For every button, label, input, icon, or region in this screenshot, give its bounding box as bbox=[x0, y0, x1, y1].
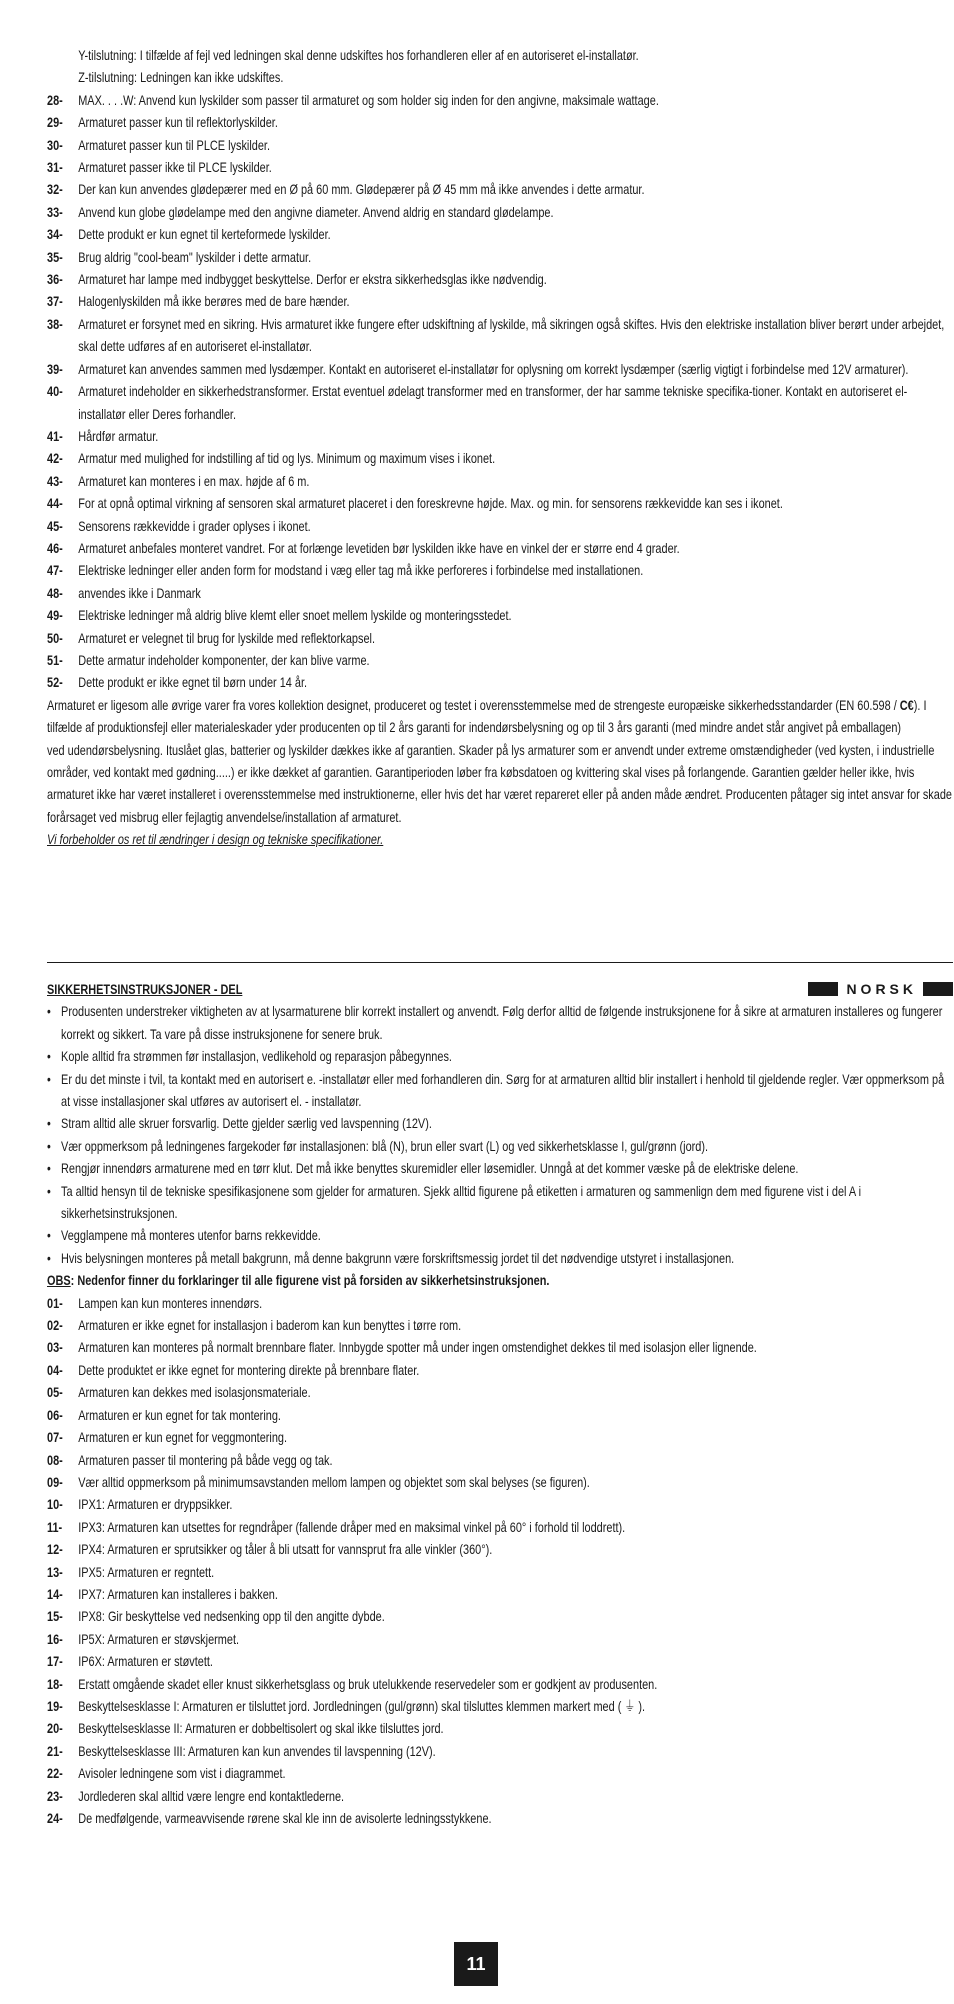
danish-section bbox=[47, 44, 953, 851]
item-number: 21- bbox=[47, 1742, 63, 1759]
bullet-dot-icon: • bbox=[47, 1003, 51, 1020]
bullet-item bbox=[47, 1247, 953, 1269]
item-number: 37- bbox=[47, 293, 63, 310]
list-item bbox=[47, 1314, 953, 1336]
item-number: 13- bbox=[47, 1563, 63, 1580]
list-item bbox=[47, 89, 953, 111]
item-text: Armaturet passer ikke til PLCE lyskilder. bbox=[78, 159, 272, 176]
item-text: MAX. . . .W: Anvend kun lyskilder som passer til armaturet og som holder sig inden for den angivne, maksimale wattage. bbox=[78, 91, 659, 108]
item-text: Lampen kan kun monteres innendørs. bbox=[78, 1294, 263, 1311]
norwegian-section bbox=[47, 978, 953, 1829]
item-number: 31- bbox=[47, 159, 63, 176]
item-number: 14- bbox=[47, 1585, 63, 1602]
list-item bbox=[47, 627, 953, 649]
bullet-text: Vegglampene må monteres utenfor barns rekkevidde. bbox=[61, 1227, 321, 1244]
item-text: Armaturen passer til montering på både vegg og tak. bbox=[78, 1451, 333, 1468]
item-number: 43- bbox=[47, 472, 63, 489]
list-item bbox=[47, 1762, 953, 1784]
item-number: 30- bbox=[47, 136, 63, 153]
item-text: Erstatt omgående skadet eller knust sikkerhetsglass og bruk utelukkende reservedeler som er godkjent av produsenten. bbox=[78, 1675, 658, 1692]
obs-note: OBS: Nedenfor finner du forklaringer til alle figurene vist på forsiden av sikkerhetsinstruksjonen. bbox=[47, 1272, 550, 1289]
item-number: 33- bbox=[47, 203, 63, 220]
item-text: Armaturet anbefales monteret vandret. For at forlænge levetiden bør lyskilden ikke have en vinkel der er større end 4 grader. bbox=[78, 539, 680, 556]
item-number: 01- bbox=[47, 1294, 63, 1311]
disclaimer: Vi forbeholder os ret til ændringer i design og tekniske specifikationer. bbox=[47, 831, 384, 848]
item-text: Armaturen er kun egnet for tak montering. bbox=[78, 1406, 281, 1423]
language-label: NORSK bbox=[846, 981, 917, 997]
bullet-item bbox=[47, 1112, 953, 1134]
header-spacer bbox=[47, 978, 953, 1000]
list-item bbox=[47, 1381, 953, 1403]
list-item bbox=[47, 290, 953, 312]
item-text: Armaturen er kun egnet for veggmontering. bbox=[78, 1429, 288, 1446]
item-text: Armaturen kan dekkes med isolasjonsmateriale. bbox=[78, 1384, 311, 1401]
ce-mark-icon: C€ bbox=[899, 696, 914, 713]
item-number: 38- bbox=[47, 315, 63, 332]
item-text: Elektriske ledninger må aldrig blive klemt eller snoet mellem lyskilde og monteringsstedet. bbox=[78, 607, 512, 624]
item-text: IP6X: Armaturen er støvtett. bbox=[78, 1653, 213, 1670]
item-text: anvendes ikke i Danmark bbox=[78, 584, 201, 601]
list-item bbox=[47, 1471, 953, 1493]
item-number: 17- bbox=[47, 1653, 63, 1670]
item-text: Dette produkt er ikke egnet til børn under 14 år. bbox=[78, 674, 308, 691]
item-text: Armaturet kan anvendes sammen med lysdæmper. Kontakt en autoriseret el-installatør for oplysning om korrekt lysdæmper (særlig vigtigt i forbindelse med 12V armaturer). bbox=[78, 360, 909, 377]
bullet-dot-icon: • bbox=[47, 1160, 51, 1177]
bullet-dot-icon: • bbox=[47, 1070, 51, 1087]
list-item bbox=[47, 1449, 953, 1471]
bullet-list bbox=[47, 1000, 953, 1269]
item-number: 52- bbox=[47, 674, 63, 691]
list-item bbox=[47, 604, 953, 626]
item-number: 49- bbox=[47, 607, 63, 624]
list-item bbox=[47, 223, 953, 245]
item-number: 06- bbox=[47, 1406, 63, 1423]
bullet-text: Kople alltid fra strømmen før installasjon, vedlikehold og reparasjon påbegynnes. bbox=[61, 1048, 452, 1065]
item-number: 44- bbox=[47, 495, 63, 512]
item-number: 12- bbox=[47, 1541, 63, 1558]
bullet-item bbox=[47, 1180, 953, 1225]
item-number: 24- bbox=[47, 1810, 63, 1827]
item-number: 45- bbox=[47, 517, 63, 534]
item-number: 08- bbox=[47, 1451, 63, 1468]
bullet-dot-icon: • bbox=[47, 1227, 51, 1244]
bullet-dot-icon: • bbox=[47, 1249, 51, 1266]
item-text: De medfølgende, varmeavvisende rørene skal kle inn de avisolerte ledningsstykkene. bbox=[78, 1810, 492, 1827]
item-number: 32- bbox=[47, 181, 63, 198]
item-number: 28- bbox=[47, 91, 63, 108]
list-item bbox=[47, 671, 953, 693]
bullet-dot-icon: • bbox=[47, 1137, 51, 1154]
item-number: 02- bbox=[47, 1317, 63, 1334]
list-item bbox=[47, 470, 953, 492]
list-item bbox=[47, 492, 953, 514]
item-number: 09- bbox=[47, 1473, 63, 1490]
item-number: 03- bbox=[47, 1339, 63, 1356]
item-text: Vær alltid oppmerksom på minimumsavstanden mellom lampen og objektet som skal belyses (se figuren). bbox=[78, 1473, 590, 1490]
item-number: 10- bbox=[47, 1496, 63, 1513]
bullet-text: Ta alltid hensyn til de tekniske spesifikasjonene som gjelder for armaturen. Sjekk alltid figurene på etiketten i armaturen og sammenlign dem med figurene vist i del A i sikkerhetsinstruksjonen. bbox=[61, 1182, 862, 1222]
norwegian-item-list bbox=[47, 1292, 953, 1830]
bullet-item bbox=[47, 1157, 953, 1179]
list-item bbox=[47, 1785, 953, 1807]
item-number: 35- bbox=[47, 248, 63, 265]
list-item bbox=[47, 1493, 953, 1515]
list-item bbox=[47, 246, 953, 268]
list-item bbox=[47, 1717, 953, 1739]
list-item bbox=[47, 358, 953, 380]
list-item bbox=[47, 559, 953, 581]
item-text: Armaturet er forsynet med en sikring. Hvis armaturet ikke fungere efter udskiftning af lyskilde, må sikringen også skiftes. Hvis den elektriske installation bliver berørt under arbejdet, skal dette udføres af en autoriseret el-installatør. bbox=[78, 315, 945, 355]
bullet-text: Er du det minste i tvil, ta kontakt med en autorisert e. -installatør eller med forhandleren din. Sørg for at armaturen alltid blir installert i henhold til gjeldende regler. Vær oppmerksom på at visse installasjoner skal utføres av autorisert el. - installatør. bbox=[61, 1070, 945, 1110]
item-number: 42- bbox=[47, 450, 63, 467]
item-number: 40- bbox=[47, 383, 63, 400]
item-text: Armaturet passer kun til reflektorlyskilder. bbox=[78, 114, 278, 131]
bullet-text: Stram alltid alle skruer forsvarlig. Dette gjelder særlig ved lavspenning (12V). bbox=[61, 1115, 432, 1132]
list-item bbox=[47, 537, 953, 559]
item-number: 29- bbox=[47, 114, 63, 131]
item-text: For at opnå optimal virkning af sensoren skal armaturet placeret i den foreskrevne højde. Max. og min. for sensorens rækkevidde kan ses i ikonet. bbox=[78, 495, 783, 512]
item-number: 05- bbox=[47, 1384, 63, 1401]
list-item bbox=[47, 1538, 953, 1560]
item-text: Halogenlyskilden må ikke berøres med de bare hænder. bbox=[78, 293, 350, 310]
bullet-item bbox=[47, 1224, 953, 1246]
item-text: Beskyttelsesklasse I: Armaturen er tilsluttet jord. Jordledningen (gul/grønn) skal tilsluttes klemmen markert med ( ⏚ ). bbox=[78, 1697, 646, 1714]
item-number: 11- bbox=[47, 1518, 63, 1535]
bullet-dot-icon: • bbox=[47, 1048, 51, 1065]
item-number: 20- bbox=[47, 1720, 63, 1737]
item-text: IP5X: Armaturen er støvskjermet. bbox=[78, 1630, 240, 1647]
item-number: 04- bbox=[47, 1361, 63, 1378]
item-number: 47- bbox=[47, 562, 63, 579]
item-text: Avisoler ledningene som vist i diagrammet. bbox=[78, 1765, 286, 1782]
bullet-item bbox=[47, 1068, 953, 1113]
item-number: 16- bbox=[47, 1630, 63, 1647]
item-text: IPX5: Armaturen er regntett. bbox=[78, 1563, 215, 1580]
bullet-text: Rengjør innendørs armaturene med en tørr klut. Det må ikke benyttes skuremidler eller løsemidler. Unngå at det kommer væske på de elektriske delene. bbox=[61, 1160, 799, 1177]
item-number: 19- bbox=[47, 1697, 63, 1714]
page-number: 11 bbox=[454, 1942, 498, 1986]
item-text: IPX8: Gir beskyttelse ved nedsenking opp til den angitte dybde. bbox=[78, 1608, 385, 1625]
item-text: Armaturet er velegnet til brug for lyskilde med reflektorkapsel. bbox=[78, 629, 375, 646]
item-text: Dette produktet er ikke egnet for montering direkte på brennbare flater. bbox=[78, 1361, 420, 1378]
bullet-text: Hvis belysningen monteres på metall bakgrunn, må denne bakgrunn være forskriftsmessig jordet til det nødvendige utstyret i installasjonen. bbox=[61, 1249, 735, 1266]
item-text: Dette produkt er kun egnet til kerteformede lyskilder. bbox=[78, 226, 331, 243]
danish-item-list bbox=[47, 89, 953, 694]
item-number: 46- bbox=[47, 539, 63, 556]
item-text: IPX4: Armaturen er sprutsikker og tåler å bli utsatt for vannsprut fra alle vinkler (360°). bbox=[78, 1541, 493, 1558]
item-number: 51- bbox=[47, 651, 63, 668]
item-number: 39- bbox=[47, 360, 63, 377]
bullet-text: Produsenten understreker viktigheten av at lysarmaturene blir korrekt installert og anvendt. Følg derfor alltid de følgende instruksjonene for å sikre at armaturen installeres og fungerer korrekt og sikkert. Ta vare på disse instruksjonene for senere bruk. bbox=[61, 1003, 943, 1042]
list-item bbox=[47, 1650, 953, 1672]
list-item bbox=[47, 313, 953, 358]
warranty-paragraph: Armaturet er ligesom alle øvrige varer fra vores kollektion designet, produceret og testet i overensstemmelse med de strengeste europæiske sikkerhedsstandarder (EN 60.598 / C€). I tilfælde af produktionsfejl eller materialeskader yder producenten op til 2 års garanti for indendørsbelysning og op til 3 års garanti (med mindre andet står angivet på emballagen) bbox=[47, 696, 927, 736]
list-item bbox=[47, 134, 953, 156]
item-number: 22- bbox=[47, 1765, 63, 1782]
item-text: Hårdfør armatur. bbox=[78, 427, 159, 444]
item-text: Armaturet kan monteres i en max. højde af 6 m. bbox=[78, 472, 310, 489]
item-text: Armaturen er ikke egnet for installasjon i baderom kan kun benyttes i tørre rom. bbox=[78, 1317, 462, 1334]
item-text: Brug aldrig "cool-beam" lyskilder i dette armatur. bbox=[78, 248, 312, 265]
list-item bbox=[47, 111, 953, 133]
item-number: 23- bbox=[47, 1787, 63, 1804]
item-number: 36- bbox=[47, 271, 63, 288]
list-item bbox=[47, 1561, 953, 1583]
item-text: Beskyttelsesklasse III: Armaturen kan kun anvendes til lavspenning (12V). bbox=[78, 1742, 436, 1759]
item-text: Armaturet passer kun til PLCE lyskilder. bbox=[78, 136, 270, 153]
list-item bbox=[47, 156, 953, 178]
list-item bbox=[47, 1605, 953, 1627]
item-text: Beskyttelsesklasse II: Armaturen er dobbeltisolert og skal ikke tilsluttes jord. bbox=[78, 1720, 444, 1737]
item-number: 48- bbox=[47, 584, 63, 601]
item-text: IPX1: Armaturen er dryppsikker. bbox=[78, 1496, 233, 1513]
bullet-text: Vær oppmerksom på ledningenes fargekoder før installasjonen: blå (N), brun eller svart (L) og ved sikkerhetsklasse I, gul/grønn (jord). bbox=[61, 1137, 709, 1154]
list-item bbox=[47, 1292, 953, 1314]
item-number: 18- bbox=[47, 1675, 63, 1692]
bullet-item bbox=[47, 1135, 953, 1157]
item-text: Elektriske ledninger eller anden form for modstand i væg eller tag må ikke perforeres i forbindelse med installationen. bbox=[78, 562, 644, 579]
item-text: Armaturen kan monteres på normalt brennbare flater. Innbygde spotter må under ingen omstendighet dekkes til med isolasjon eller lignende. bbox=[78, 1339, 757, 1356]
item-text: Dette armatur indeholder komponenter, der kan blive varme. bbox=[78, 651, 370, 668]
list-item bbox=[47, 515, 953, 537]
item-number: 34- bbox=[47, 226, 63, 243]
item-text: IPX7: Armaturen kan installeres i bakken. bbox=[78, 1585, 278, 1602]
item-text: Sensorens rækkevidde i grader oplyses i ikonet. bbox=[78, 517, 311, 534]
intro-line: Z-tilslutning: Ledningen kan ikke udskiftes. bbox=[78, 69, 284, 86]
section-title: SIKKERHETSINSTRUKSJONER - DEL bbox=[47, 981, 243, 997]
list-item bbox=[47, 1695, 953, 1717]
list-item bbox=[47, 380, 953, 425]
list-item bbox=[47, 425, 953, 447]
item-text: Armaturet indeholder en sikkerhedstransformer. Erstat eventuel ødelagt transformer med en transformer, der har samme tekniske specifika-tioner. Kontakt en autoriseret el-installatør eller Deres forhandler. bbox=[78, 383, 908, 422]
list-item bbox=[47, 201, 953, 223]
item-text: Armaturet har lampe med indbygget beskyttelse. Derfor er ekstra sikkerhedsglas ikke nødvendig. bbox=[78, 271, 547, 288]
item-number: 41- bbox=[47, 427, 63, 444]
list-item bbox=[47, 1583, 953, 1605]
list-item bbox=[47, 1516, 953, 1538]
bullet-item bbox=[47, 1045, 953, 1067]
list-item bbox=[47, 582, 953, 604]
list-item bbox=[47, 1426, 953, 1448]
item-text: Anvend kun globe glødelampe med den angivne diameter. Anvend aldrig en standard glødelampe. bbox=[78, 203, 554, 220]
list-item bbox=[47, 1740, 953, 1762]
list-item bbox=[47, 1673, 953, 1695]
list-item bbox=[47, 1336, 953, 1358]
item-text: Jordlederen skal alltid være lengre end kontaktlederne. bbox=[78, 1787, 345, 1804]
item-number: 50- bbox=[47, 629, 63, 646]
item-text: IPX3: Armaturen kan utsettes for regndråper (fallende dråper med en maksimal vinkel på 60° i forhold til loddrett). bbox=[78, 1518, 626, 1535]
list-item bbox=[47, 649, 953, 671]
list-item bbox=[47, 1807, 953, 1829]
list-item bbox=[47, 447, 953, 469]
list-item bbox=[47, 1628, 953, 1650]
list-item bbox=[47, 1359, 953, 1381]
warranty-paragraph-2: ved udendørsbelysning. Ituslået glas, batterier og lyskilder dækkes ikke af garantien. Skader på lys armaturer som er anvendt under extreme omstændigheder (ved kysten, i industrielle områder, ved kontakt med gødning.....) er ikke dækket af garantien. Garantiperioden løber fra købsdatoen og kvittering skal vises på forlangende. Garantien gælder heller ikke, hvis armaturet ikke har været installeret i overensstemmelse med instruktionerne, eller hvis det har været repareret eller på anden måde ændret. Producenten påtager sig intet ansvar for skade forårsaget ved misbrug eller fejlagtig anvendelse/installation af armaturet. bbox=[47, 741, 952, 825]
list-item bbox=[47, 1404, 953, 1426]
list-item bbox=[47, 268, 953, 290]
item-text: Der kan kun anvendes glødepærer med en Ø på 60 mm. Glødepærer på Ø 45 mm må ikke anvendes i dette armatur. bbox=[78, 181, 645, 198]
bullet-dot-icon: • bbox=[47, 1182, 51, 1199]
intro-line: Y-tilslutning: I tilfælde af fejl ved ledningen skal denne udskiftes hos forhandleren eller af en autoriseret el-installatør. bbox=[78, 47, 639, 63]
section-divider bbox=[47, 962, 953, 963]
bullet-item bbox=[47, 1000, 953, 1045]
item-number: 07- bbox=[47, 1429, 63, 1446]
list-item bbox=[47, 178, 953, 200]
item-number: 15- bbox=[47, 1608, 63, 1625]
bullet-dot-icon: • bbox=[47, 1115, 51, 1132]
item-text: Armatur med mulighed for indstilling af tid og lys. Minimum og maximum vises i ikonet. bbox=[78, 450, 496, 467]
